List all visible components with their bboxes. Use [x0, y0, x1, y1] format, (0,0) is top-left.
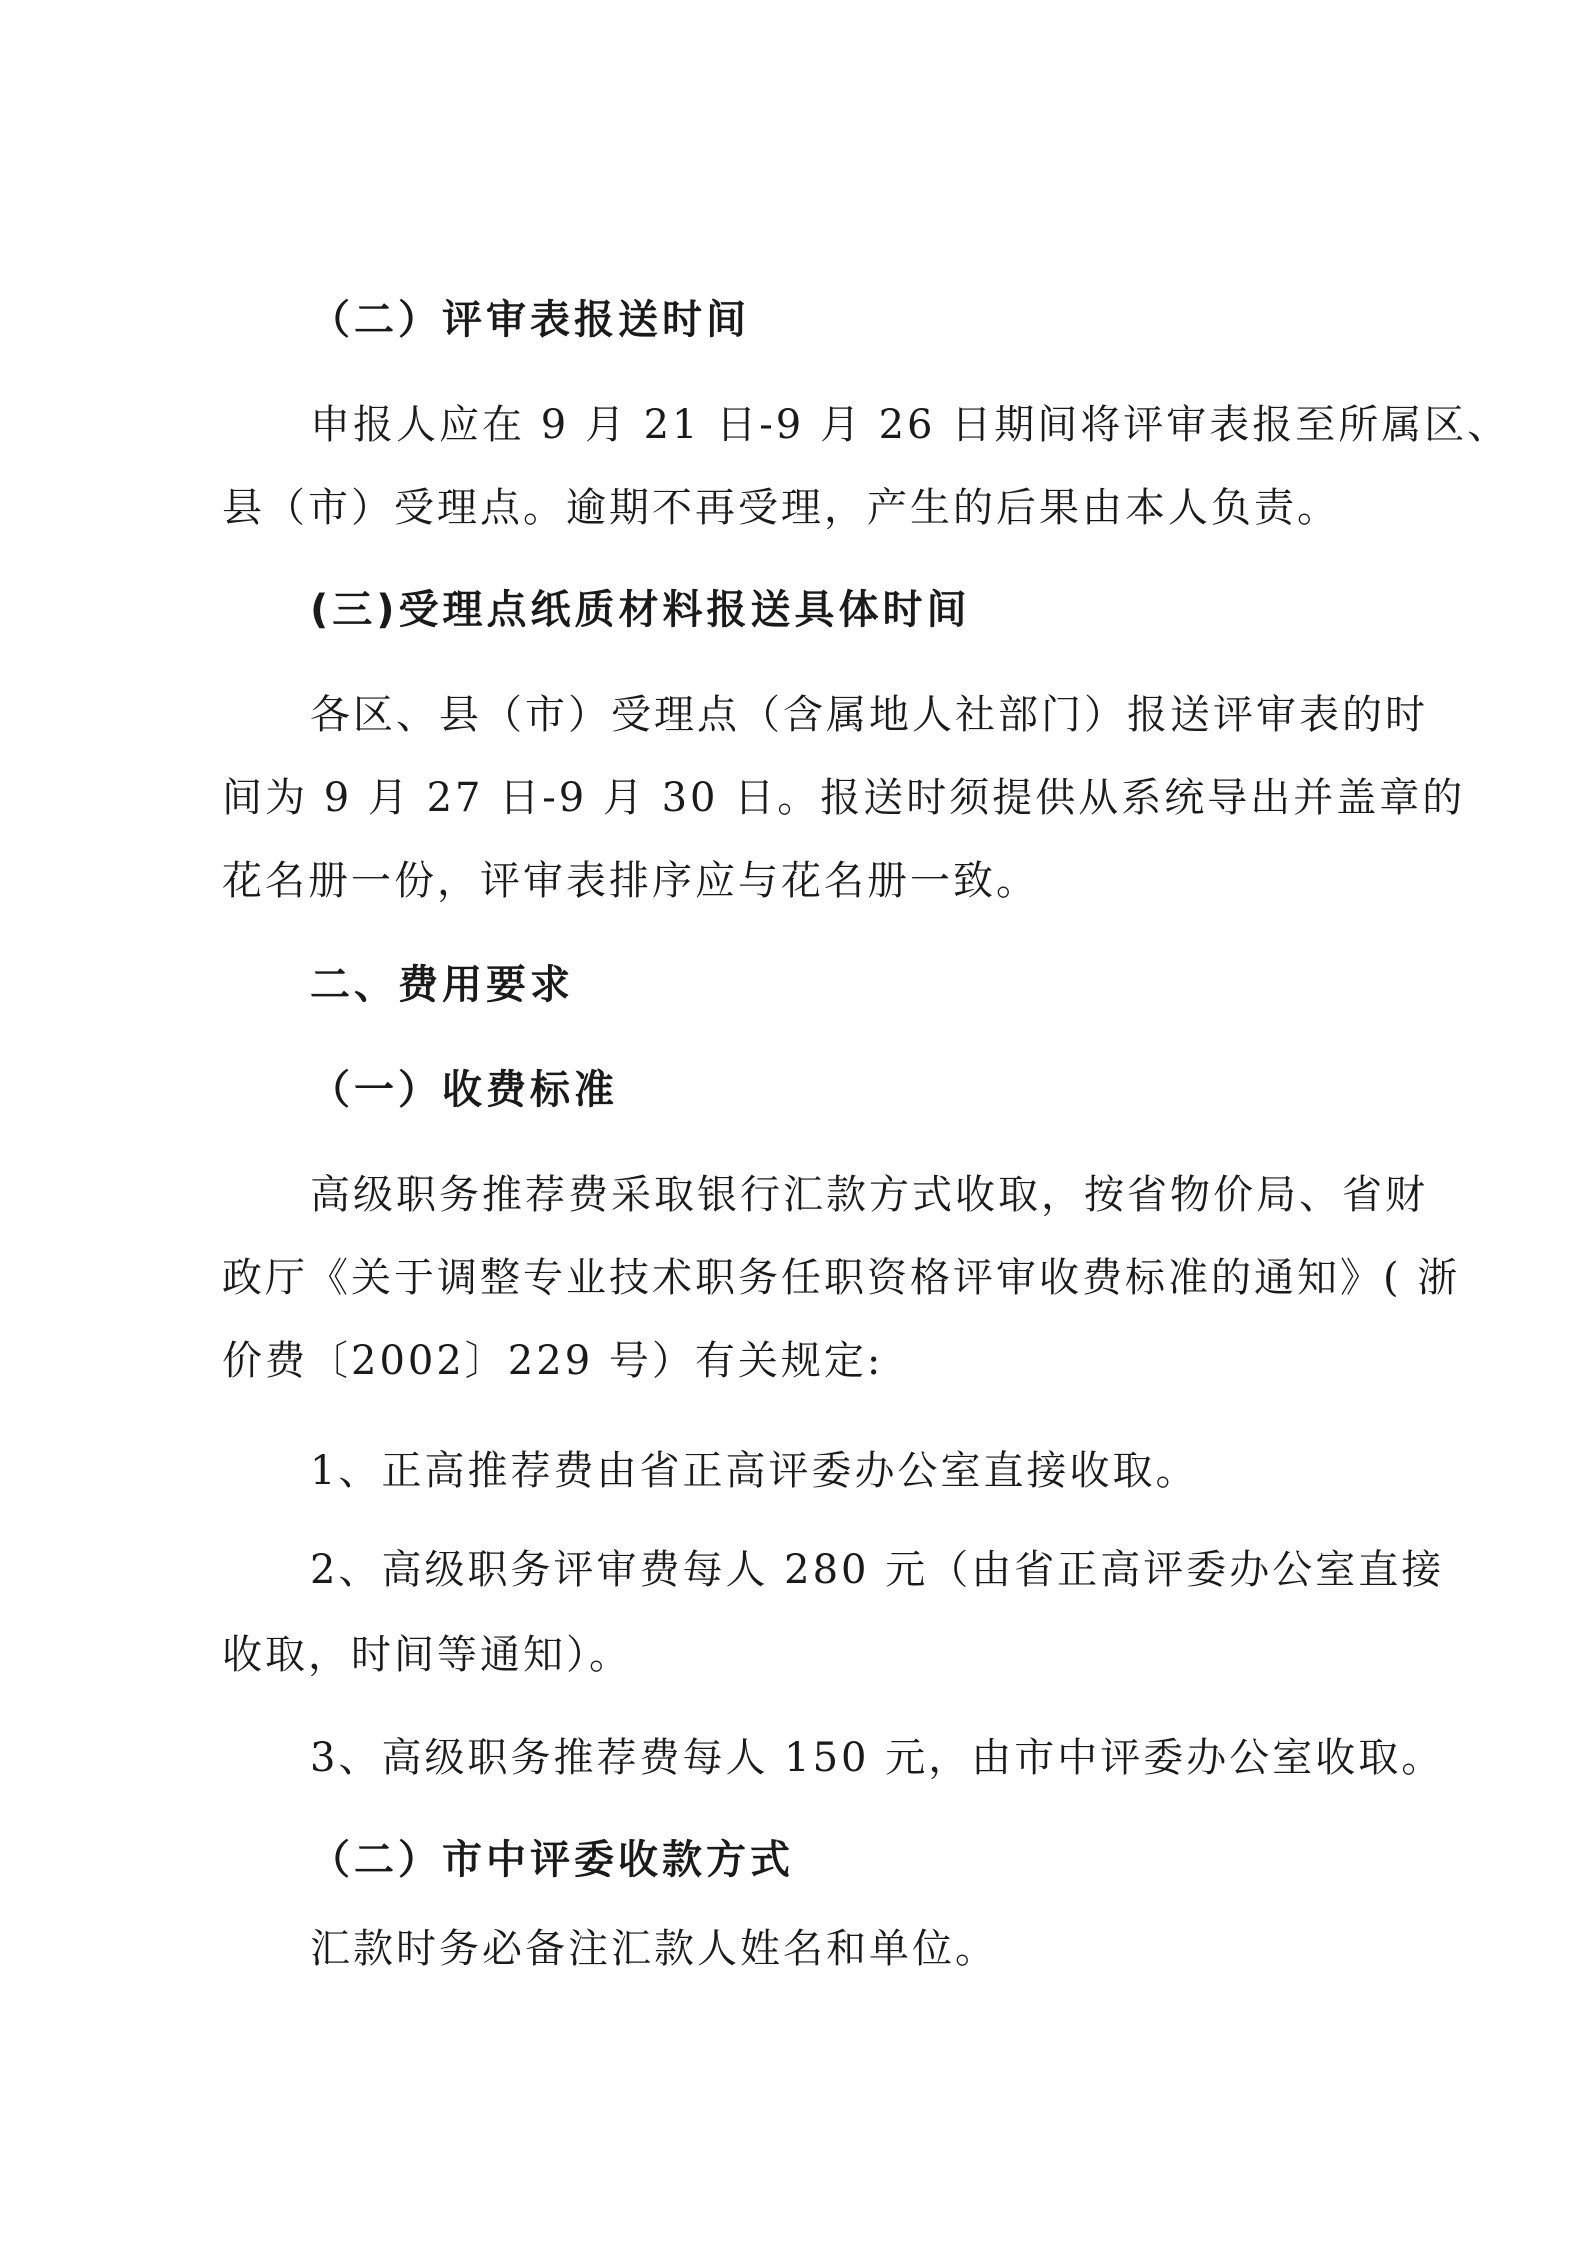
heading-review-form-submission-time: （二）评审表报送时间	[310, 297, 750, 343]
paragraph-line: 高级职务推荐费采取银行汇款方式收取，按省物价局、省财	[310, 1172, 1428, 1218]
list-item: 2、高级职务评审费每人 280 元（由省正高评委办公室直接	[310, 1547, 1445, 1593]
paragraph-line: 间为 9 月 27 日-9 月 30 日。报送时须提供从系统导出并盖章的	[222, 775, 1466, 821]
heading-payment-method: （二）市中评委收款方式	[310, 1837, 794, 1883]
paragraph-line: 申报人应在 9 月 21 日-9 月 26 日期间将评审表报至所属区、	[310, 402, 1511, 448]
list-item: 3、高级职务推荐费每人 150 元，由市中评委办公室收取。	[310, 1735, 1445, 1781]
paragraph-line: 花名册一份，评审表排序应与花名册一致。	[222, 858, 1039, 904]
list-item-continuation: 收取，时间等通知）。	[222, 1632, 632, 1678]
paragraph-line: 价费〔2002〕229 号）有关规定:	[222, 1338, 884, 1384]
paragraph-line: 各区、县（市）受理点（含属地人社部门）报送评审表的时	[310, 692, 1428, 738]
heading-paper-materials-submission-time: (三)受理点纸质材料报送具体时间	[310, 587, 971, 633]
paragraph-line: 汇款时务必备注汇款人姓名和单位。	[310, 1926, 998, 1972]
heading-fee-requirements: 二、费用要求	[310, 962, 574, 1008]
paragraph-line: 政厅《关于调整专业技术职务任职资格评审收费标准的通知》( 浙	[222, 1255, 1461, 1301]
list-item: 1、正高推荐费由省正高评委办公室直接收取。	[310, 1448, 1199, 1494]
heading-fee-standard: （一）收费标准	[310, 1067, 618, 1113]
paragraph-line: 县（市）受理点。逾期不再受理，产生的后果由本人负责。	[222, 485, 1340, 531]
